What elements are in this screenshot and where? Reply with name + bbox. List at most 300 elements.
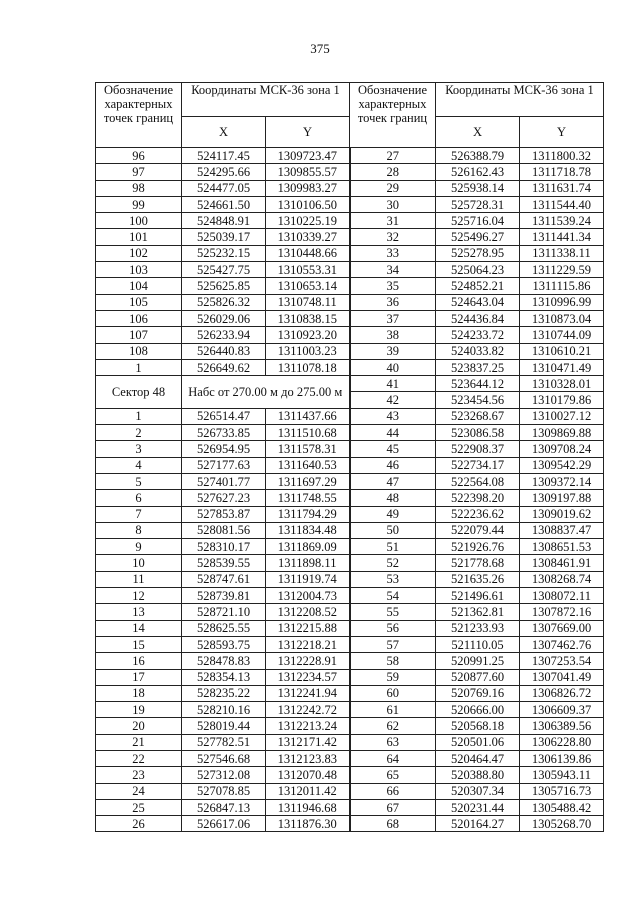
coord-x-right: 525064.23 [436,262,520,278]
point-id: 6 [96,490,182,506]
point-id: 22 [96,750,182,766]
coord-y: 1312070.48 [266,767,350,783]
point-id-right: 30 [350,196,436,212]
coord-x: 526514.47 [182,408,266,424]
point-id-right: 43 [350,408,436,424]
coord-y-right: 1307669.00 [520,620,604,636]
table-row [96,376,604,392]
coord-y: 1311578.31 [266,441,350,457]
point-id-right: 35 [350,278,436,294]
coord-y: 1312004.73 [266,588,350,604]
coord-x: 525625.85 [182,278,266,294]
point-id: 96 [96,148,182,164]
coord-y-right: 1305488.42 [520,799,604,815]
point-id: 24 [96,783,182,799]
coord-x: 526954.95 [182,441,266,457]
coord-x-right: 522236.62 [436,506,520,522]
point-id-right: 39 [350,343,436,359]
point-id-right: 64 [350,750,436,766]
table-row [96,588,604,604]
coord-y: 1312218.21 [266,636,350,652]
point-id-right: 67 [350,799,436,815]
coord-y: 1312171.42 [266,734,350,750]
coord-y: 1312215.88 [266,620,350,636]
coord-y-right: 1309197.88 [520,490,604,506]
coordinates-table [95,82,604,832]
coord-x: 528019.44 [182,718,266,734]
header-x-right: X [436,116,520,147]
coord-x-right: 520307.34 [436,783,520,799]
coord-y: 1311748.55 [266,490,350,506]
table-row [96,408,604,424]
table-row [96,229,604,245]
table-row [96,359,604,375]
coord-x: 524477.05 [182,180,266,196]
point-id: 11 [96,571,182,587]
coord-y: 1310653.14 [266,278,350,294]
coord-y-right: 1311800.32 [520,148,604,164]
coord-x: 528354.13 [182,669,266,685]
point-id-right: 29 [350,180,436,196]
point-id-right: 37 [350,310,436,326]
table-row [96,506,604,522]
point-id-right: 62 [350,718,436,734]
coord-x: 526617.06 [182,816,266,832]
coord-x-right: 525496.27 [436,229,520,245]
coord-x-right: 520877.60 [436,669,520,685]
table-row [96,327,604,343]
coord-y-right: 1307041.49 [520,669,604,685]
table-row [96,343,604,359]
coord-y-right: 1309542.29 [520,457,604,473]
coord-y-right: 1306609.37 [520,702,604,718]
coord-x: 527177.63 [182,457,266,473]
coord-y-right: 1308837.47 [520,522,604,538]
point-id-right: 40 [350,359,436,375]
coord-y: 1309983.27 [266,180,350,196]
coord-x-right: 522079.44 [436,522,520,538]
point-id: 1 [96,408,182,424]
point-id: 1 [96,359,182,375]
coord-x-right: 521778.68 [436,555,520,571]
point-id: 17 [96,669,182,685]
coord-y: 1311876.30 [266,816,350,832]
coord-y-right: 1309869.88 [520,425,604,441]
point-id-right: 36 [350,294,436,310]
coord-x-right: 522564.08 [436,473,520,489]
coord-x-right: 521362.81 [436,604,520,620]
coord-x: 527546.68 [182,750,266,766]
table-row [96,539,604,555]
sector-label: Сектор 48 [96,376,182,409]
coord-y-right: 1310996.99 [520,294,604,310]
point-id: 18 [96,685,182,701]
table-row [96,457,604,473]
coord-y: 1311794.29 [266,506,350,522]
coord-x: 526733.85 [182,425,266,441]
table-row [96,522,604,538]
table-row [96,734,604,750]
table-row [96,425,604,441]
coord-x: 528539.55 [182,555,266,571]
point-id-right: 31 [350,213,436,229]
sector-elevation-note: Набс от 270.00 м до 275.00 м [182,376,350,409]
coord-x-right: 525278.95 [436,245,520,261]
coord-y-right: 1308651.53 [520,539,604,555]
coord-y-right: 1307872.16 [520,604,604,620]
coord-x: 528739.81 [182,588,266,604]
point-id: 106 [96,310,182,326]
coord-x: 527782.51 [182,734,266,750]
point-id: 15 [96,636,182,652]
coord-x-right: 523268.67 [436,408,520,424]
coord-x-right: 522734.17 [436,457,520,473]
coord-y: 1311437.66 [266,408,350,424]
coord-y-right: 1308461.91 [520,555,604,571]
coord-y: 1312208.52 [266,604,350,620]
coord-x: 525039.17 [182,229,266,245]
table-row [96,669,604,685]
table-row [96,571,604,587]
point-id: 4 [96,457,182,473]
point-id-right: 56 [350,620,436,636]
table-row [96,164,604,180]
coord-y: 1310448.66 [266,245,350,261]
coord-x: 528625.55 [182,620,266,636]
point-id: 26 [96,816,182,832]
coord-x: 526847.13 [182,799,266,815]
coord-y: 1312123.83 [266,750,350,766]
coord-x-right: 524436.84 [436,310,520,326]
coord-y-right: 1311544.40 [520,196,604,212]
coord-x-right: 521926.76 [436,539,520,555]
coord-y: 1311510.68 [266,425,350,441]
coord-x: 525232.15 [182,245,266,261]
header-point-designation-right: Обозначение характерных точек границ [350,83,436,148]
coord-y-right: 1309019.62 [520,506,604,522]
point-id: 102 [96,245,182,261]
point-id: 25 [96,799,182,815]
coord-x-right: 520164.27 [436,816,520,832]
coord-y: 1310923.20 [266,327,350,343]
point-id: 16 [96,653,182,669]
coord-x: 528478.83 [182,653,266,669]
coord-x-right: 520231.44 [436,799,520,815]
coord-x-right: 523644.12 [436,376,520,392]
table-row [96,750,604,766]
point-id: 5 [96,473,182,489]
coord-x-right: 520666.00 [436,702,520,718]
point-id: 98 [96,180,182,196]
table-row [96,604,604,620]
coord-y: 1311946.68 [266,799,350,815]
point-id-right: 63 [350,734,436,750]
coord-y: 1311078.18 [266,359,350,375]
point-id-right: 68 [350,816,436,832]
table-row [96,213,604,229]
coord-x-right: 521233.93 [436,620,520,636]
page-number: 375 [310,41,330,56]
coord-x: 528721.10 [182,604,266,620]
coord-y-right: 1310610.21 [520,343,604,359]
coord-y-right: 1310027.12 [520,408,604,424]
table-row [96,278,604,294]
point-id: 101 [96,229,182,245]
coord-y: 1311003.23 [266,343,350,359]
coord-x-right: 521110.05 [436,636,520,652]
point-id: 13 [96,604,182,620]
point-id: 19 [96,702,182,718]
point-id: 23 [96,767,182,783]
point-id-right: 33 [350,245,436,261]
coord-x-right: 525728.31 [436,196,520,212]
table-row [96,555,604,571]
table-row [96,148,604,164]
point-id: 99 [96,196,182,212]
coord-x: 525826.32 [182,294,266,310]
coord-y-right: 1308072.11 [520,588,604,604]
point-id: 20 [96,718,182,734]
coord-y-right: 1311229.59 [520,262,604,278]
table-row [96,196,604,212]
coord-y-right: 1311115.86 [520,278,604,294]
point-id-right: 44 [350,425,436,441]
point-id-right: 32 [350,229,436,245]
coord-y-right: 1307462.76 [520,636,604,652]
point-id-right: 66 [350,783,436,799]
point-id-right: 65 [350,767,436,783]
point-id: 100 [96,213,182,229]
coord-x-right: 520991.25 [436,653,520,669]
point-id-right: 27 [350,148,436,164]
coord-y-right: 1311441.34 [520,229,604,245]
point-id-right: 49 [350,506,436,522]
coord-x-right: 520769.16 [436,685,520,701]
coord-x: 528081.56 [182,522,266,538]
point-id-right: 53 [350,571,436,587]
coord-y-right: 1307253.54 [520,653,604,669]
coord-x-right: 520388.80 [436,767,520,783]
point-id-right: 34 [350,262,436,278]
point-id: 8 [96,522,182,538]
header-x: X [182,116,266,147]
point-id-right: 46 [350,457,436,473]
point-id-right: 47 [350,473,436,489]
coord-x: 525427.75 [182,262,266,278]
point-id-right: 42 [350,392,436,408]
coord-y-right: 1311539.24 [520,213,604,229]
coord-x-right: 526388.79 [436,148,520,164]
coord-y-right: 1305716.73 [520,783,604,799]
coord-y: 1311640.53 [266,457,350,473]
table-row [96,653,604,669]
coord-y: 1310838.15 [266,310,350,326]
coord-y-right: 1305268.70 [520,816,604,832]
coord-x: 527853.87 [182,506,266,522]
table-row [96,294,604,310]
coord-y: 1311834.48 [266,522,350,538]
point-id-right: 38 [350,327,436,343]
coord-y: 1309855.57 [266,164,350,180]
coord-x-right: 524233.72 [436,327,520,343]
coord-x: 526649.62 [182,359,266,375]
point-id-right: 55 [350,604,436,620]
point-id-right: 54 [350,588,436,604]
point-id-right: 51 [350,539,436,555]
coord-x: 524295.66 [182,164,266,180]
header-y: Y [266,116,350,147]
coord-x-right: 521635.26 [436,571,520,587]
coord-y-right: 1310744.09 [520,327,604,343]
table-row [96,685,604,701]
coord-x-right: 520568.18 [436,718,520,734]
coord-y: 1312213.24 [266,718,350,734]
coord-y-right: 1309708.24 [520,441,604,457]
point-id-right: 45 [350,441,436,457]
table-row [96,783,604,799]
coord-x: 526029.06 [182,310,266,326]
point-id: 3 [96,441,182,457]
point-id: 10 [96,555,182,571]
point-id: 107 [96,327,182,343]
coord-y: 1312234.57 [266,669,350,685]
table-row [96,473,604,489]
coord-y-right: 1306826.72 [520,685,604,701]
coord-x: 527078.85 [182,783,266,799]
coord-y-right: 1309372.14 [520,473,604,489]
point-id-right: 28 [350,164,436,180]
point-id: 103 [96,262,182,278]
coord-x: 526233.94 [182,327,266,343]
table-row [96,490,604,506]
coord-x: 527312.08 [182,767,266,783]
point-id: 2 [96,425,182,441]
coord-x-right: 522908.37 [436,441,520,457]
point-id-right: 61 [350,702,436,718]
coord-x: 528210.16 [182,702,266,718]
coord-x-right: 523454.56 [436,392,520,408]
point-id: 108 [96,343,182,359]
coord-y-right: 1310328.01 [520,376,604,392]
coord-y-right: 1310179.86 [520,392,604,408]
table-row [96,180,604,196]
point-id: 97 [96,164,182,180]
header-point-designation: Обозначение характерных точек границ [96,83,182,148]
coord-y: 1310106.50 [266,196,350,212]
coord-y-right: 1308268.74 [520,571,604,587]
coord-y: 1310339.27 [266,229,350,245]
table-row [96,620,604,636]
coord-y-right: 1306228.80 [520,734,604,750]
coord-x: 528593.75 [182,636,266,652]
coord-y-right: 1306139.86 [520,750,604,766]
point-id-right: 48 [350,490,436,506]
coord-x-right: 524643.04 [436,294,520,310]
header-coordinates-right: Координаты МСК-36 зона 1 [436,83,604,117]
coord-y-right: 1306389.56 [520,718,604,734]
coord-x-right: 520501.06 [436,734,520,750]
header-y-right: Y [520,116,604,147]
table-row [96,799,604,815]
coord-x: 527627.23 [182,490,266,506]
coord-y-right: 1311718.78 [520,164,604,180]
table-row [96,636,604,652]
point-id: 12 [96,588,182,604]
table-row [96,310,604,326]
coord-x: 528310.17 [182,539,266,555]
point-id-right: 50 [350,522,436,538]
coord-y-right: 1311338.11 [520,245,604,261]
point-id: 9 [96,539,182,555]
coord-x-right: 524033.82 [436,343,520,359]
coord-y-right: 1310873.04 [520,310,604,326]
coord-y-right: 1310471.49 [520,359,604,375]
point-id: 21 [96,734,182,750]
coord-y: 1310225.19 [266,213,350,229]
coord-y-right: 1311631.74 [520,180,604,196]
point-id: 104 [96,278,182,294]
point-id: 105 [96,294,182,310]
coord-x-right: 525938.14 [436,180,520,196]
table-row [96,441,604,457]
table-header-row [96,83,604,117]
table-row [96,767,604,783]
table-row [96,702,604,718]
coord-x: 528747.61 [182,571,266,587]
coord-x: 524848.91 [182,213,266,229]
point-id: 14 [96,620,182,636]
coord-y: 1310748.11 [266,294,350,310]
coord-x-right: 523086.58 [436,425,520,441]
table-row [96,718,604,734]
coord-y: 1310553.31 [266,262,350,278]
coord-x: 524661.50 [182,196,266,212]
point-id-right: 60 [350,685,436,701]
table-row [96,262,604,278]
point-id-right: 52 [350,555,436,571]
header-coordinates: Координаты МСК-36 зона 1 [182,83,350,117]
table-row [96,245,604,261]
coord-x-right: 523837.25 [436,359,520,375]
point-id-right: 57 [350,636,436,652]
coord-y: 1312241.94 [266,685,350,701]
coord-x-right: 520464.47 [436,750,520,766]
coord-y: 1311919.74 [266,571,350,587]
coord-x: 524117.45 [182,148,266,164]
coord-y: 1311869.09 [266,539,350,555]
coord-y: 1311898.11 [266,555,350,571]
coord-x-right: 524852.21 [436,278,520,294]
coord-x-right: 526162.43 [436,164,520,180]
coord-x: 526440.83 [182,343,266,359]
coord-y: 1311697.29 [266,473,350,489]
coord-x-right: 522398.20 [436,490,520,506]
coord-x-right: 521496.61 [436,588,520,604]
coord-x-right: 525716.04 [436,213,520,229]
coord-y: 1312011.42 [266,783,350,799]
table-row [96,816,604,832]
point-id-right: 59 [350,669,436,685]
coord-y-right: 1305943.11 [520,767,604,783]
coord-y: 1312228.91 [266,653,350,669]
coord-x: 528235.22 [182,685,266,701]
point-id-right: 58 [350,653,436,669]
point-id: 7 [96,506,182,522]
coord-y: 1309723.47 [266,148,350,164]
coord-x: 527401.77 [182,473,266,489]
point-id-right: 41 [350,376,436,392]
coord-y: 1312242.72 [266,702,350,718]
